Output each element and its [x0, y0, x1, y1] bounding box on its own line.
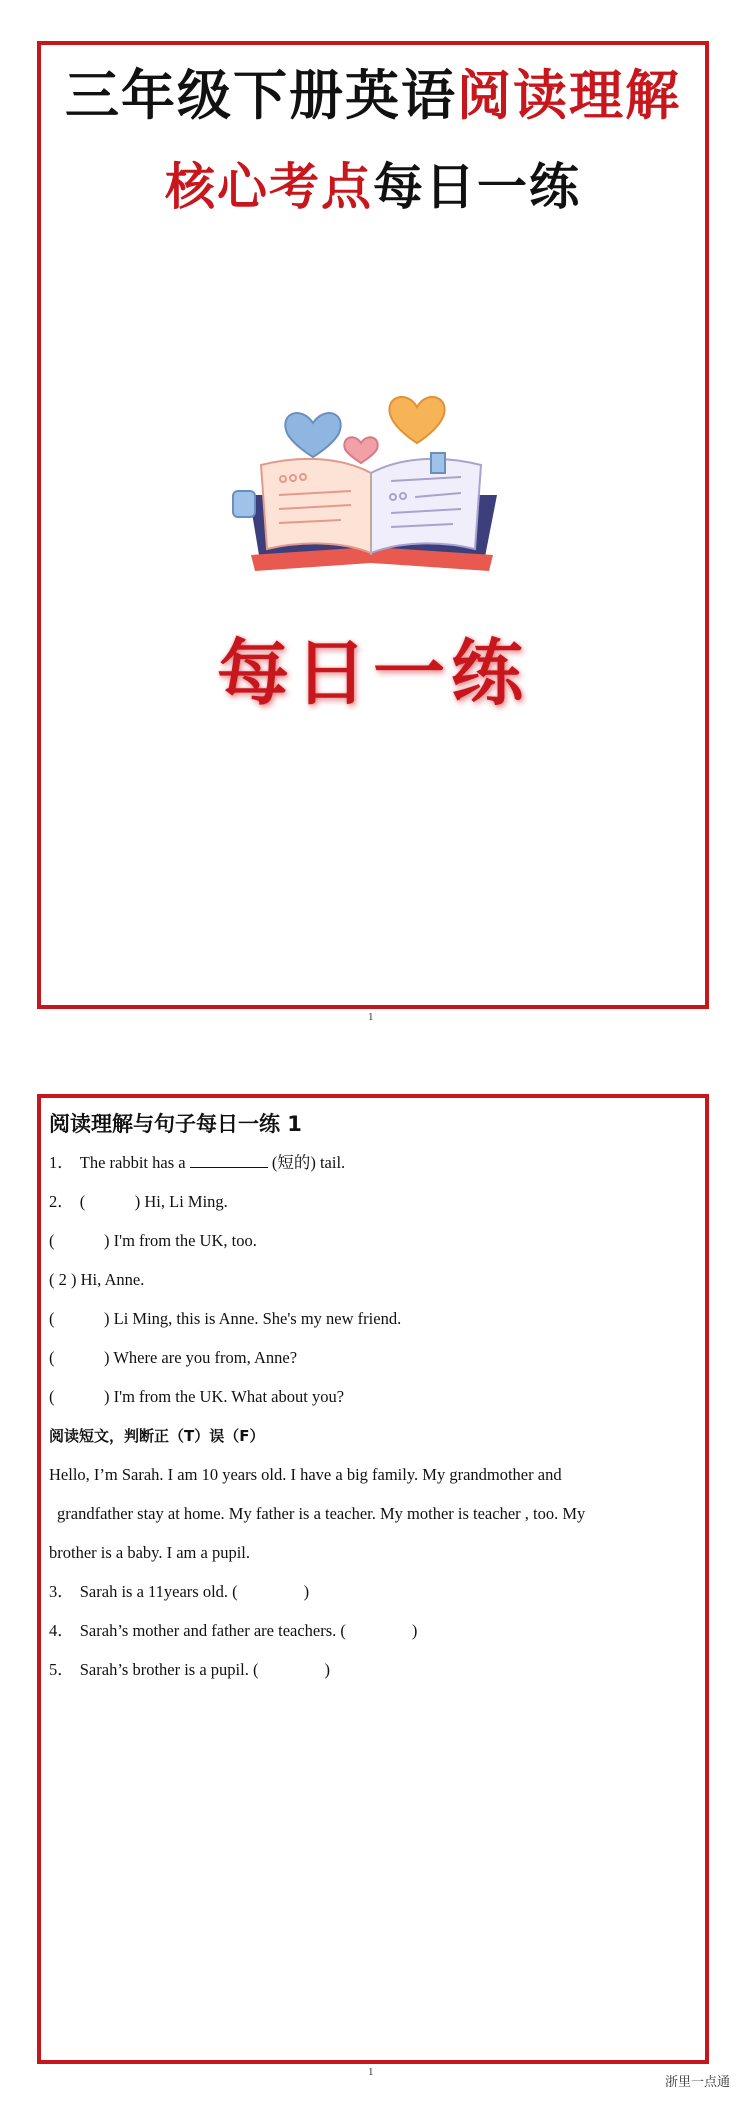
page-number: 1 — [368, 2066, 374, 2078]
passage-line: Hello, I’m Sarah. I am 10 years old. I have a big family. My grandmother and — [49, 1465, 562, 1484]
cover-title-line-1 — [41, 63, 705, 128]
question-2-line: ( ) I'm from the UK. What about you? — [49, 1387, 345, 1406]
cover-title-daily: 每日一练 — [373, 157, 581, 216]
question-2-line: ( 2 ) Hi, Anne. — [49, 1270, 145, 1289]
answer-blank[interactable] — [190, 1151, 268, 1168]
question-2-line: ( ) Where are you from, Anne? — [49, 1348, 298, 1367]
cover-title-line-2 — [41, 157, 705, 217]
passage-line: grandfather stay at home. My father is a teacher. My mother is teacher , too. My — [57, 1504, 586, 1523]
worksheet-content — [49, 1104, 697, 1696]
cover-title-reading: 阅读理解 — [457, 63, 681, 127]
question-2-line: ( ) Li Ming, this is Anne. She's my new friend. — [49, 1309, 402, 1328]
question-2-line: ( ) I'm from the UK, too. — [49, 1231, 257, 1250]
cover-page — [37, 41, 709, 1009]
cover-title-core: 核心考点 — [165, 157, 373, 216]
worksheet-title: 阅读理解与句子每日一练 1 — [49, 1112, 302, 1136]
question-2-line: 2． ( ) Hi, Li Ming. — [49, 1192, 228, 1211]
reading-instruction: 阅读短文，判断正（T）误（F） — [49, 1427, 265, 1445]
passage-line: brother is a baby. I am a pupil. — [49, 1543, 250, 1562]
daily-practice-art-text: 每日一练 — [216, 631, 529, 715]
question-1: 1． The rabbit has a (短的) tail. — [49, 1153, 346, 1172]
open-book-with-hearts-icon — [221, 345, 521, 579]
statement-3: 3． Sarah is a 11years old. ( ) — [49, 1582, 310, 1601]
cover-title-grade: 三年级下册英语 — [65, 63, 457, 127]
footer-watermark: 浙里一点通 — [664, 2075, 730, 2090]
statement-5: 5． Sarah’s brother is a pupil. ( ) — [49, 1660, 330, 1679]
worksheet-page — [37, 1094, 709, 2064]
page-number: 1 — [368, 1011, 374, 1023]
statement-4: 4． Sarah’s mother and father are teachers. ( ) — [49, 1621, 418, 1640]
